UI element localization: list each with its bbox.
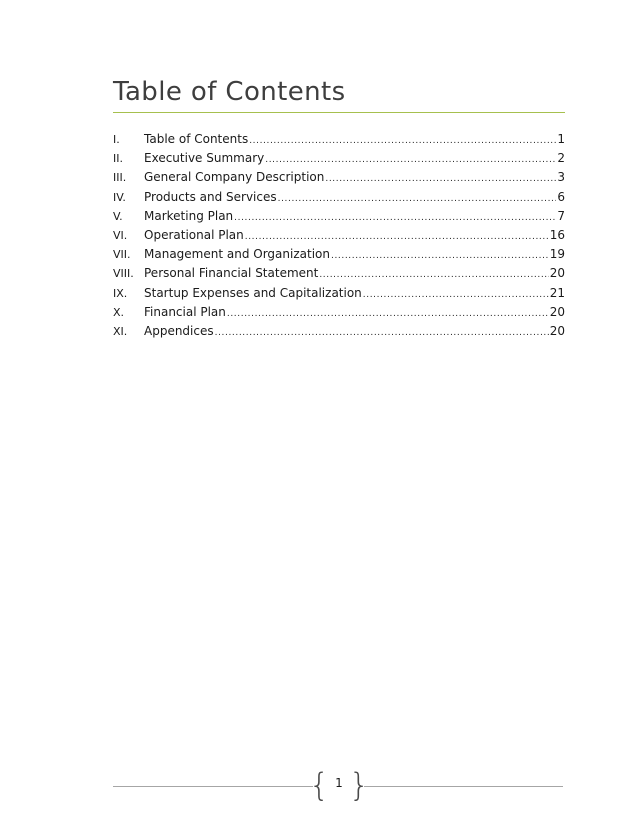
toc-entry-page: 1 <box>557 132 565 146</box>
toc-entry-page: 2 <box>557 151 565 166</box>
toc-entry[interactable] <box>113 207 565 226</box>
toc-entry-page: 20 <box>549 266 565 281</box>
toc-entry-number: IX. <box>113 286 128 300</box>
toc-entry-number: V. <box>113 209 123 223</box>
toc-entry[interactable] <box>113 168 565 187</box>
toc-entry-page: 20 <box>549 323 565 338</box>
toc-entry-number: II. <box>113 152 123 166</box>
page-title: Table of Contents <box>113 77 346 107</box>
table-of-contents <box>113 130 565 341</box>
toc-entry[interactable] <box>113 245 565 264</box>
toc-entry-page: 21 <box>549 285 565 300</box>
toc-entry[interactable] <box>113 322 565 341</box>
toc-entry-number: X. <box>113 305 125 319</box>
footer-page-number: 1 <box>335 776 343 790</box>
toc-entry-number: VI. <box>113 228 128 242</box>
toc-entry-number: VII. <box>113 248 131 262</box>
toc-entry-number: XI. <box>113 324 128 338</box>
footer-rule-right <box>364 786 563 787</box>
toc-dot-leader <box>215 324 549 343</box>
toc-entry-number: IV. <box>113 190 126 204</box>
toc-entry-label[interactable]: Marketing Plan <box>144 208 234 223</box>
footer-bracket-right: } <box>349 766 370 804</box>
toc-entry-label[interactable]: Executive Summary <box>144 151 265 166</box>
toc-dot-leader <box>331 247 549 266</box>
toc-entry-label[interactable]: Management and Organization <box>144 247 330 262</box>
toc-entry-label[interactable]: General Company Description <box>144 170 325 185</box>
toc-entry-label[interactable]: Table of Contents <box>144 132 249 146</box>
toc-dot-leader <box>325 170 556 189</box>
toc-dot-leader <box>319 266 548 285</box>
toc-dot-leader <box>278 190 557 209</box>
toc-entry-label[interactable]: Operational Plan <box>144 227 244 242</box>
toc-entry[interactable] <box>113 226 565 245</box>
toc-entry-label[interactable]: Appendices <box>144 323 214 338</box>
footer-rule-left <box>113 786 313 787</box>
toc-entry-label[interactable]: Products and Services <box>144 189 277 204</box>
toc-dot-leader <box>249 132 556 151</box>
toc-entry-label[interactable]: Financial Plan <box>144 304 226 319</box>
toc-entry[interactable] <box>113 188 565 207</box>
toc-entry-page: 16 <box>549 227 565 242</box>
toc-dot-leader <box>363 286 549 305</box>
toc-entry-number: VIII. <box>113 267 134 281</box>
toc-entry-label[interactable]: Startup Expenses and Capitalization <box>144 285 362 300</box>
toc-dot-leader <box>265 151 556 170</box>
toc-dot-leader <box>245 228 549 247</box>
toc-entry[interactable] <box>113 130 565 149</box>
title-underline <box>113 112 565 113</box>
toc-entry[interactable] <box>113 264 565 283</box>
toc-entry-page: 19 <box>549 247 565 262</box>
toc-entry[interactable] <box>113 303 565 322</box>
toc-dot-leader <box>227 305 549 324</box>
toc-entry-number: III. <box>113 171 127 185</box>
toc-entry-page: 6 <box>557 189 565 204</box>
toc-entry-page: 3 <box>557 170 565 185</box>
toc-dot-leader <box>234 209 556 228</box>
toc-entry[interactable] <box>113 149 565 168</box>
toc-entry[interactable] <box>113 284 565 303</box>
toc-entry-label[interactable]: Personal Financial Statement <box>144 266 319 281</box>
toc-entry-number: I. <box>113 133 120 146</box>
footer-bracket-left: { <box>309 766 330 804</box>
toc-entry-page: 7 <box>557 208 565 223</box>
toc-entry-page: 20 <box>549 304 565 319</box>
